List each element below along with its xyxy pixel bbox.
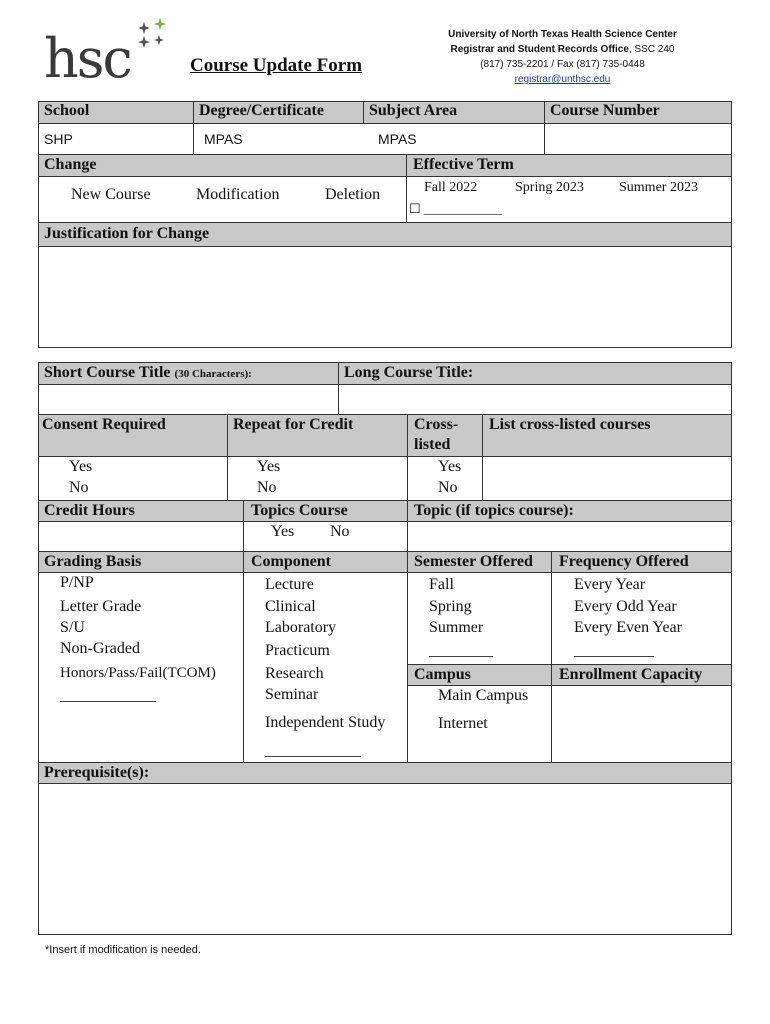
prerequisites-field[interactable] [38, 783, 732, 934]
justification-label: Justification for Change [44, 225, 210, 242]
degree-field[interactable]: MPAS [204, 131, 243, 147]
grading-option-other[interactable]: ____________ [60, 687, 156, 704]
term-option-other[interactable]: ☐ ____________ [409, 201, 502, 216]
course-number-label: Course Number [550, 102, 660, 119]
frequency-option-odd-year[interactable]: Every Odd Year [574, 598, 677, 615]
short-title-field[interactable] [38, 384, 338, 414]
topics-yes-option[interactable]: Yes [271, 523, 295, 540]
cross-list-courses-field[interactable] [482, 456, 732, 500]
change-option-deletion[interactable]: Deletion [325, 186, 381, 203]
component-option-laboratory[interactable]: Laboratory [265, 619, 337, 636]
cross-listed-label-1: Cross- [414, 416, 459, 433]
sparkle-stars-icon [136, 18, 176, 52]
topics-no-option[interactable]: No [330, 523, 350, 540]
change-label: Change [44, 156, 97, 173]
grading-basis-label: Grading Basis [44, 553, 142, 570]
component-option-practicum[interactable]: Practicum [265, 642, 330, 659]
form-title: Course Update Form [190, 55, 363, 76]
cross-yes-option[interactable]: Yes [438, 458, 462, 475]
term-option-fall-2022[interactable]: Fall 2022 [424, 180, 478, 195]
logo-text: hsc [44, 27, 131, 90]
justification-field[interactable] [38, 247, 732, 347]
school-field[interactable]: SHP [44, 131, 73, 147]
component-option-research[interactable]: Research [265, 665, 324, 682]
header-contact [420, 27, 705, 87]
change-header-row [38, 154, 732, 176]
frequency-option-other[interactable]: __________ [574, 642, 654, 659]
enrollment-capacity-label: Enrollment Capacity [559, 666, 703, 683]
repeat-yes-option[interactable]: Yes [257, 458, 281, 475]
component-option-independent-study[interactable]: Independent Study [265, 714, 386, 731]
subject-area-label: Subject Area [369, 102, 458, 119]
cross-no-option[interactable]: No [438, 479, 458, 496]
short-title-label: Short Course Title (30 Characters): [44, 364, 252, 381]
long-title-field[interactable] [338, 384, 732, 414]
change-option-modification[interactable]: Modification [196, 186, 280, 203]
repeat-credit-label: Repeat for Credit [233, 416, 354, 433]
grading-option-letter[interactable]: Letter Grade [60, 598, 142, 615]
component-option-seminar[interactable]: Seminar [265, 686, 319, 703]
campus-option-main[interactable]: Main Campus [438, 687, 529, 704]
effective-term-label: Effective Term [413, 156, 514, 173]
credit-header-row [38, 500, 732, 521]
grading-option-su[interactable]: S/U [60, 619, 85, 636]
school-label: School [44, 102, 90, 119]
component-label: Component [251, 553, 332, 570]
semester-option-summer[interactable]: Summer [429, 619, 484, 636]
grading-option-pnp[interactable]: P/NP [60, 574, 94, 591]
credit-hours-label: Credit Hours [44, 502, 135, 519]
footnote: *Insert if modification is needed. [45, 944, 201, 956]
course-number-field[interactable] [544, 124, 732, 154]
credit-hours-field[interactable] [38, 521, 243, 551]
consent-no-option[interactable]: No [69, 479, 89, 496]
frequency-option-every-year[interactable]: Every Year [574, 576, 646, 593]
topic-label: Topic (if topics course): [414, 502, 574, 519]
term-option-spring-2023[interactable]: Spring 2023 [515, 180, 584, 195]
prerequisites-label: Prerequisite(s): [44, 764, 150, 781]
frequency-offered-label: Frequency Offered [559, 553, 689, 570]
change-option-new-course[interactable]: New Course [71, 186, 151, 203]
campus-label: Campus [414, 666, 471, 683]
phone-fax: (817) 735-2201 / Fax (817) 735-0448 [480, 59, 645, 70]
office-name: Registrar and Student Records Office [450, 44, 629, 55]
topics-course-label: Topics Course [251, 502, 348, 519]
frequency-option-even-year[interactable]: Every Even Year [574, 619, 682, 636]
consent-label: Consent Required [42, 416, 166, 433]
component-option-lecture[interactable]: Lecture [265, 576, 314, 593]
topic-field[interactable] [407, 521, 732, 551]
grading-option-honors[interactable]: Honors/Pass/Fail(TCOM) [60, 665, 216, 681]
consent-yes-option[interactable]: Yes [69, 458, 93, 475]
subject-area-field[interactable]: MPAS [378, 131, 417, 147]
hsc-logo [44, 18, 174, 88]
component-option-other[interactable]: ____________ [265, 742, 361, 759]
cross-list-courses-label: List cross-listed courses [489, 416, 651, 433]
term-option-summer-2023[interactable]: Summer 2023 [619, 180, 698, 195]
component-option-clinical[interactable]: Clinical [265, 598, 316, 615]
semester-option-spring[interactable]: Spring [429, 598, 472, 615]
campus-option-internet[interactable]: Internet [438, 715, 488, 732]
semester-option-other[interactable]: ________ [429, 642, 493, 659]
semester-offered-label: Semester Offered [414, 553, 533, 570]
cross-listed-label-2: listed [414, 436, 451, 453]
office-location: , SSC 240 [628, 44, 675, 55]
org-name: University of North Texas Health Science Center [448, 29, 677, 40]
semester-option-fall[interactable]: Fall [429, 576, 454, 593]
degree-label: Degree/Certificate [199, 102, 324, 119]
repeat-no-option[interactable]: No [257, 479, 277, 496]
registrar-email-link[interactable]: registrar@unthsc.edu [514, 74, 611, 85]
grading-option-non-graded[interactable]: Non-Graded [60, 640, 140, 657]
enrollment-capacity-field[interactable] [551, 685, 732, 762]
long-title-label: Long Course Title: [344, 364, 474, 381]
